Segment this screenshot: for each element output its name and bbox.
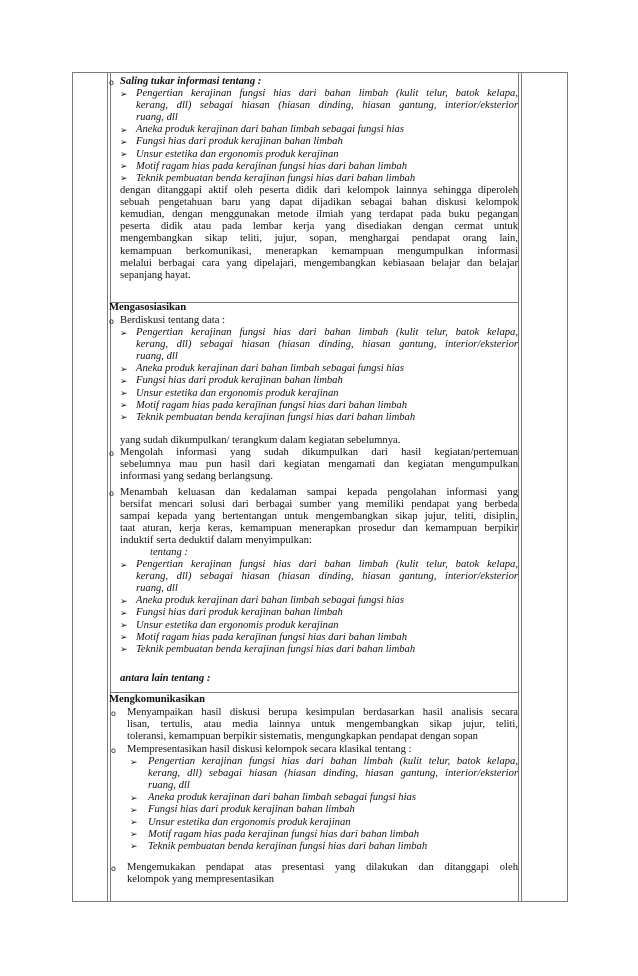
paragraph-line: lisan, tertulis, atau media lainnya untuk mengembangkan sikap jujur, teliti, bbox=[127, 719, 518, 731]
list-item-text: Fungsi hias dari produk kerajinan bahan limbah bbox=[136, 607, 343, 619]
arrow-bullet-icon: ➢ bbox=[120, 608, 128, 619]
arrow-bullet-icon: ➢ bbox=[120, 645, 128, 656]
table-content bbox=[108, 72, 520, 901]
arrow-bullet-icon: ➢ bbox=[120, 621, 128, 631]
section-title: Mengasosiasikan bbox=[109, 302, 187, 313]
paragraph-line: sepanjang hayat. bbox=[120, 269, 191, 281]
list-item-text: Aneka produk kerajinan dari bahan limbah sebagai fungsi hias bbox=[148, 792, 416, 804]
paragraph-line: informasi yang sedang berlangsung. bbox=[120, 471, 273, 483]
paragraph-line: Mengemukakan pendapat atas presentasi yang dilakukan dan ditanggapi oleh bbox=[127, 862, 518, 873]
circle-bullet: o bbox=[111, 746, 116, 755]
list-item-text: Aneka produk kerajinan dari bahan limbah sebagai fungsi hias bbox=[136, 363, 404, 375]
list-item-text: Teknik pembuatan benda kerajinan fungsi hias dari bahan limbah bbox=[136, 172, 416, 184]
arrow-bullet-icon: ➢ bbox=[120, 633, 128, 644]
section-information-exchange bbox=[108, 72, 520, 301]
section-associating bbox=[108, 301, 520, 691]
paragraph-line: taat aturan, kerja keras, kemampuan menerapkan prosedur dan kemampuan berpikir bbox=[120, 523, 518, 535]
column-divider bbox=[521, 73, 522, 901]
list-item-text: Aneka produk kerajinan dari bahan limbah sebagai fungsi hias bbox=[136, 124, 404, 136]
paragraph-line: peserta didik atau pada lembar kerja yang disediakan dengan cermat untuk bbox=[120, 221, 518, 233]
list-item-text: Fungsi hias dari produk kerajinan bahan limbah bbox=[148, 804, 355, 816]
paragraph-line: sampai kepada yang bertentangan untuk mengembangkan sikap jujur, teliti, disiplin, bbox=[120, 511, 518, 523]
arrow-bullet-icon: ➢ bbox=[120, 401, 128, 412]
arrow-bullet-icon: ➢ bbox=[130, 757, 138, 768]
list-item-text: kerang, dll) sebagai hiasan (hiasan dinding, hiasan gantung, interior/eksterior bbox=[136, 339, 518, 351]
circle-bullet: o bbox=[111, 709, 116, 718]
tentang-label: tentang : bbox=[150, 547, 188, 558]
circle-bullet: o bbox=[109, 317, 114, 326]
list-item-text: ruang, dll bbox=[136, 583, 178, 595]
list-item-text: Motif ragam hias pada kerajinan fungsi hias dari bahan limbah bbox=[148, 828, 420, 840]
list-item-text: Pengertian kerajinan fungsi hias dari bahan limbah (kulit telur, batok kelapa, bbox=[136, 88, 518, 99]
paragraph-line: Menyampaikan hasil diskusi berupa kesimpulan berdasarkan hasil analisis secara bbox=[127, 707, 518, 718]
arrow-bullet-icon: ➢ bbox=[120, 364, 128, 375]
arrow-bullet-icon: ➢ bbox=[120, 413, 128, 424]
list-item-text: kerang, dll) sebagai hiasan (hiasan dinding, hiasan gantung, interior/eksterior bbox=[136, 571, 518, 583]
arrow-bullet-icon: ➢ bbox=[120, 596, 128, 607]
list-item-text: ruang, dll bbox=[136, 351, 178, 363]
arrow-bullet-icon: ➢ bbox=[130, 842, 138, 853]
paragraph-line: sebelumnya mau pun hasil dari kegiatan mengamati dan kegiatan mengumpulkan bbox=[120, 459, 518, 471]
circle-bullet: o bbox=[109, 489, 114, 498]
paragraph-line: induktif serta deduktif dalam menyimpulkan: bbox=[120, 535, 312, 547]
list-item-text: Unsur estetika dan ergonomis produk kerajinan bbox=[148, 816, 351, 828]
section-heading: Saling tukar informasi tentang : bbox=[120, 76, 262, 87]
paragraph-line: dengan ditanggapi aktif oleh peserta didik dari kelompok lainnya sehingga diperoleh bbox=[120, 185, 518, 196]
list-item-text: Unsur estetika dan ergonomis produk kerajinan bbox=[136, 387, 339, 399]
arrow-bullet-icon: ➢ bbox=[130, 830, 138, 841]
arrow-bullet-icon: ➢ bbox=[120, 376, 128, 387]
arrow-bullet-icon: ➢ bbox=[130, 805, 138, 816]
list-item-text: Teknik pembuatan benda kerajinan fungsi hias dari bahan limbah bbox=[148, 840, 428, 852]
paragraph-line: kemampuan berkomunikasi, menerapkan kemampuan mengumpulkan informasi bbox=[120, 245, 518, 257]
paragraph-line: kelompok yang mempresentasikan bbox=[127, 874, 275, 886]
list-item-text: Unsur estetika dan ergonomis produk kerajinan bbox=[136, 148, 339, 160]
list-item-text: Fungsi hias dari produk kerajinan bahan limbah bbox=[136, 136, 343, 148]
list-item-text: ruang, dll bbox=[136, 112, 178, 124]
closing-text: antara lain tentang : bbox=[120, 673, 211, 684]
arrow-bullet-icon: ➢ bbox=[130, 818, 138, 828]
paragraph-line: Mengolah informasi yang sudah dikumpulkan dari hasil kegiatan/pertemuan bbox=[120, 447, 518, 458]
list-item-text: Teknik pembuatan benda kerajinan fungsi hias dari bahan limbah bbox=[136, 411, 416, 423]
arrow-bullet-icon: ➢ bbox=[120, 89, 128, 100]
paragraph-line: Menambah keluasan dan kedalaman sampai kepada pengolahan informasi yang bbox=[120, 487, 518, 498]
arrow-bullet-icon: ➢ bbox=[120, 560, 128, 571]
arrow-bullet-icon: ➢ bbox=[120, 174, 128, 185]
circle-bullet: o bbox=[109, 449, 114, 458]
arrow-bullet-icon: ➢ bbox=[130, 793, 138, 804]
list-item-text: Pengertian kerajinan fungsi hias dari bahan limbah (kulit telur, batok kelapa, bbox=[136, 559, 518, 570]
paragraph-line: toleransi, kemampuan berpikir sistematis, mengungkapkan pendapat dengan sopan bbox=[127, 731, 478, 743]
paragraph-line: melalui berbagai cara yang dipelajari, mengembangkan kebiasaan belajar dan belajar bbox=[120, 257, 518, 269]
section-title: Mengkomunikasikan bbox=[109, 694, 205, 705]
arrow-bullet-icon: ➢ bbox=[120, 137, 128, 148]
list-item-text: Pengertian kerajinan fungsi hias dari bahan limbah (kulit telur, batok kelapa, bbox=[136, 327, 518, 338]
list-item-text: kerang, dll) sebagai hiasan (hiasan dinding, hiasan gantung, interior/eksterior bbox=[148, 768, 518, 780]
list-item-text: Teknik pembuatan benda kerajinan fungsi hias dari bahan limbah bbox=[136, 643, 416, 655]
arrow-bullet-icon: ➢ bbox=[120, 389, 128, 399]
list-item-text: kerang, dll) sebagai hiasan (hiasan dinding, hiasan gantung, interior/eksterior bbox=[136, 100, 518, 112]
list-item-text: Motif ragam hias pada kerajinan fungsi hias dari bahan limbah bbox=[136, 631, 408, 643]
arrow-bullet-icon: ➢ bbox=[120, 162, 128, 173]
list-item-text: ruang, dll bbox=[148, 780, 190, 792]
list-item-text: Fungsi hias dari produk kerajinan bahan limbah bbox=[136, 375, 343, 387]
after-items-text: yang sudah dikumpulkan/ terangkum dalam kegiatan sebelumnya. bbox=[120, 435, 401, 446]
arrow-bullet-icon: ➢ bbox=[120, 125, 128, 136]
arrow-bullet-icon: ➢ bbox=[120, 328, 128, 339]
section-communicating bbox=[108, 691, 520, 901]
circle-bullet: o bbox=[111, 864, 116, 873]
arrow-bullet-icon: ➢ bbox=[120, 150, 128, 160]
paragraph-line: sebuah pengetahuan baru yang dapat dijadikan sebagai bahan diskusi kelompok bbox=[120, 197, 518, 209]
circle-bullet: o bbox=[109, 78, 114, 87]
list-item-text: Unsur estetika dan ergonomis produk kerajinan bbox=[136, 619, 339, 631]
list-item-text: Motif ragam hias pada kerajinan fungsi hias dari bahan limbah bbox=[136, 160, 408, 172]
paragraph-line: bersifat mencari solusi dari berbagai sumber yang memiliki pendapat yang berbeda bbox=[120, 499, 518, 511]
list-item-text: Pengertian kerajinan fungsi hias dari bahan limbah (kulit telur, batok kelapa, bbox=[148, 756, 518, 767]
paragraph-line: kemudian, dengan menggunakan metode ilmiah yang terdapat pada buku pegangan bbox=[120, 209, 518, 221]
list-item-text: Motif ragam hias pada kerajinan fungsi hias dari bahan limbah bbox=[136, 399, 408, 411]
paragraph-line: mengembangkan sikap teliti, jujur, sopan, menghargai pendapat orang lain, bbox=[120, 233, 518, 245]
intro-text: Berdiskusi tentang data : bbox=[120, 315, 226, 326]
presentation-text: Mempresentasikan hasil diskusi kelompok secara klasikal tentang : bbox=[127, 744, 412, 755]
list-item-text: Aneka produk kerajinan dari bahan limbah sebagai fungsi hias bbox=[136, 595, 404, 607]
